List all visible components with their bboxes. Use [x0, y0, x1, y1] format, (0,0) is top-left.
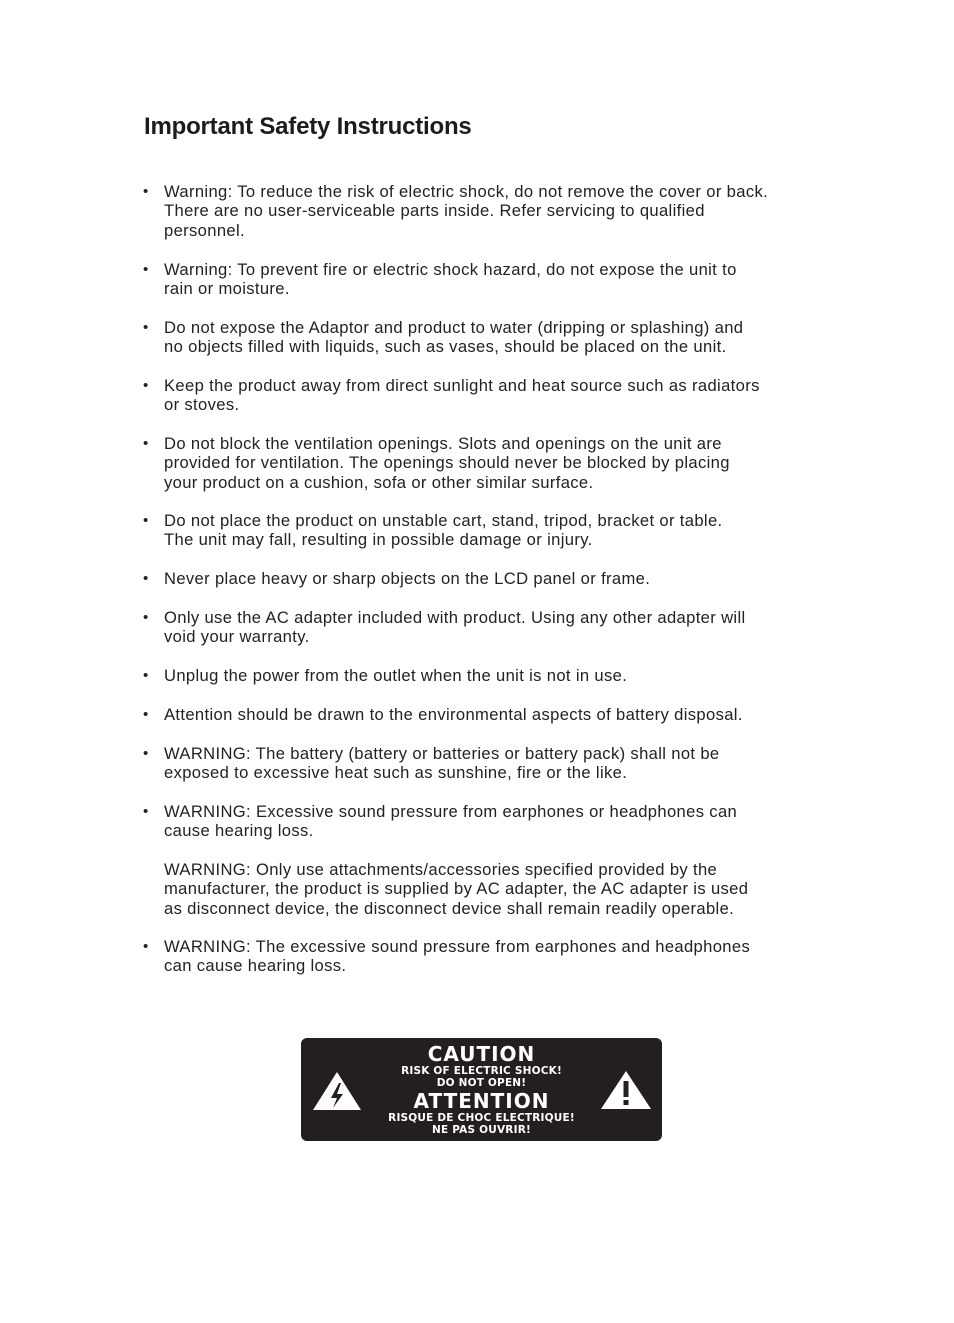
item-line: Warning: To reduce the risk of electric shock, do not remove the cover or back.	[164, 182, 769, 201]
item-line: WARNING: Excessive sound pressure from earphones or headphones can	[164, 802, 738, 821]
item-line: manufacturer, the product is supplied by AC adapter, the AC adapter is used	[164, 879, 749, 899]
bullet-icon: •	[143, 435, 149, 452]
bullet-icon: •	[143, 319, 149, 336]
list-item	[143, 802, 834, 841]
caution-label	[301, 1038, 662, 1141]
item-line: void your warranty.	[164, 627, 310, 647]
item-line: WARNING: The battery (battery or batteries or battery pack) shall not be	[164, 744, 720, 763]
item-line: cause hearing loss.	[164, 821, 314, 841]
item-line: Attention should be drawn to the environmental aspects of battery disposal.	[164, 705, 743, 724]
item-line: The unit may fall, resulting in possible damage or injury.	[164, 530, 593, 550]
item-line: There are no user-serviceable parts inside. Refer servicing to qualified	[164, 201, 705, 221]
bullet-icon: •	[143, 377, 149, 394]
list-item	[143, 260, 834, 299]
bullet-icon: •	[143, 570, 149, 587]
item-line: or stoves.	[164, 395, 240, 415]
list-item	[143, 318, 834, 357]
list-item	[143, 608, 834, 647]
item-line: WARNING: Only use attachments/accessories specified provided by the	[164, 860, 718, 879]
bullet-icon: •	[143, 183, 149, 200]
bullet-icon: •	[143, 261, 149, 278]
item-line: can cause hearing loss.	[164, 956, 347, 976]
bullet-icon: •	[143, 706, 149, 723]
bullet-icon: •	[143, 512, 149, 529]
item-line: rain or moisture.	[164, 279, 290, 299]
bullet-icon: •	[143, 745, 149, 762]
item-line: Keep the product away from direct sunlight and heat source such as radiators	[164, 376, 760, 395]
list-item	[143, 937, 834, 976]
list-item	[143, 744, 834, 783]
list-item	[143, 569, 834, 588]
list-item	[164, 860, 834, 918]
caution-line-1: RISK OF ELECTRIC SHOCK!	[401, 1065, 562, 1077]
page-title: Important Safety Instructions	[144, 113, 472, 140]
bullet-icon: •	[143, 938, 149, 955]
exclamation-warning-icon	[599, 1069, 653, 1111]
item-line: WARNING: The excessive sound pressure from earphones and headphones	[164, 937, 751, 956]
list-item	[143, 666, 834, 685]
attention-line-2: NE PAS OUVRIR!	[432, 1124, 531, 1136]
item-line: no objects filled with liquids, such as vases, should be placed on the unit.	[164, 337, 727, 357]
caution-line-2: DO NOT OPEN!	[436, 1077, 527, 1089]
item-line: Warning: To prevent fire or electric shock hazard, do not expose the unit to	[164, 260, 737, 279]
list-item	[143, 434, 834, 492]
item-line: your product on a cushion, sofa or other similar surface.	[164, 472, 594, 492]
item-line: Do not expose the Adaptor and product to water (dripping or splashing) and	[164, 318, 744, 337]
item-line: Do not block the ventilation openings. Slots and openings on the unit are	[164, 434, 722, 453]
item-line: exposed to excessive heat such as sunshine, fire or the like.	[164, 763, 628, 783]
bullet-icon: •	[143, 667, 149, 684]
item-line: personnel.	[164, 220, 245, 240]
item-line: as disconnect device, the disconnect device shall remain readily operable.	[164, 898, 735, 918]
attention-title: ATTENTION	[413, 1089, 550, 1113]
caution-title: CAUTION	[427, 1042, 536, 1066]
list-item	[143, 182, 834, 240]
item-line: Only use the AC adapter included with product. Using any other adapter will	[164, 608, 746, 627]
item-line: Unplug the power from the outlet when the unit is not in use.	[164, 666, 628, 685]
bullet-icon: •	[143, 803, 149, 820]
list-item	[143, 511, 834, 550]
list-item	[143, 705, 834, 724]
bullet-icon: •	[143, 609, 149, 626]
attention-line-1: RISQUE DE CHOC ELECTRIQUE!	[388, 1112, 575, 1124]
item-line: provided for ventilation. The openings should never be blocked by placing	[164, 453, 730, 473]
item-line: Never place heavy or sharp objects on the LCD panel or frame.	[164, 569, 651, 588]
list-item	[143, 376, 834, 415]
item-line: Do not place the product on unstable cart, stand, tripod, bracket or table.	[164, 511, 723, 530]
